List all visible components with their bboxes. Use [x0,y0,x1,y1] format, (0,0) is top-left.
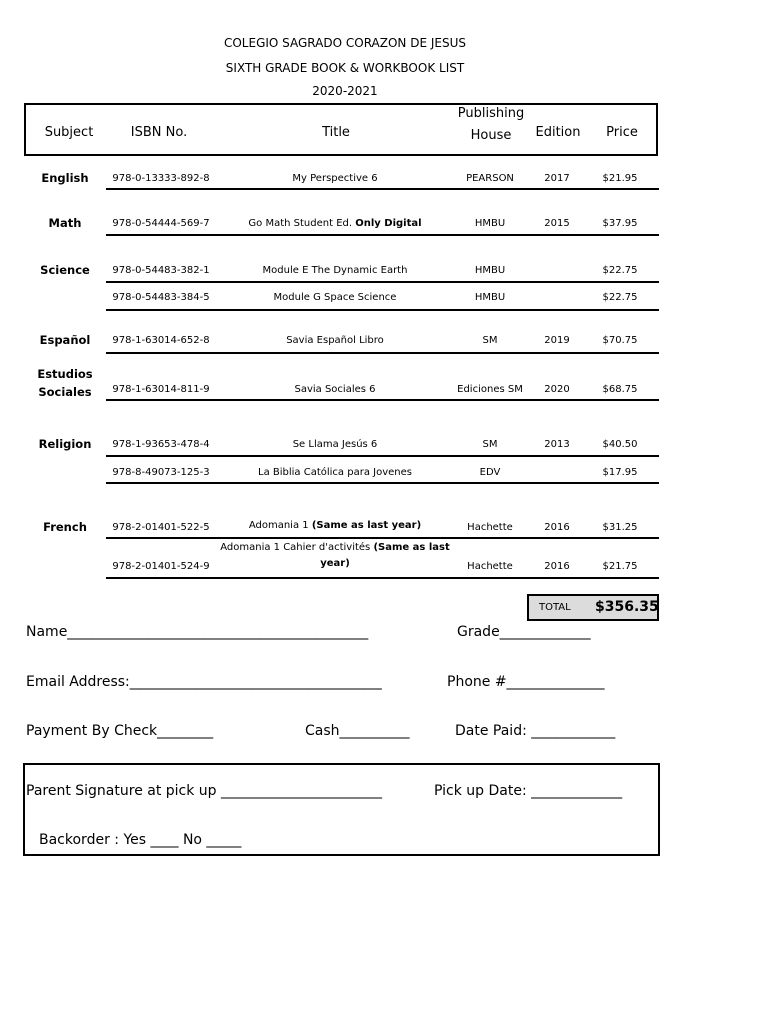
subject-french: French [43,520,87,534]
price-cell: $68.75 [602,384,638,395]
name-field[interactable]: Name___________________________________________ [26,624,369,640]
price-cell: $37.95 [602,218,638,229]
publisher-cell: Hachette [467,561,513,572]
isbn-cell: 978-1-63014-811-9 [112,384,210,395]
row-divider [106,577,659,579]
school-name: COLEGIO SAGRADO CORAZON DE JESUS [223,36,466,50]
col-edition: Edition [535,125,581,140]
row-divider [106,455,659,457]
title-cell: Module E The Dynamic Earth [262,265,408,276]
title-note-line2: year) [320,558,350,569]
title-note: Only Digital [355,218,422,229]
edition-cell: 2019 [544,335,570,346]
row-divider [106,399,659,401]
row-divider [106,309,659,311]
publisher-cell: HMBU [474,292,506,303]
title-cell: Savia Español Libro [286,335,384,346]
title-note-cont [220,558,450,569]
price-cell: $22.75 [602,265,638,276]
publisher-cell: SM [482,335,498,346]
isbn-cell: 978-0-54483-384-5 [112,292,210,303]
subject-science: Science [40,263,90,277]
phone-field[interactable]: Phone #______________ [447,674,605,690]
row-divider [106,234,659,236]
total-label: TOTAL [539,602,571,613]
title-text: Adomania 1 [248,520,309,531]
payment-cash-field[interactable]: Cash__________ [305,723,410,739]
isbn-cell: 978-0-54444-569-7 [112,218,210,229]
edition-cell: 2015 [544,218,570,229]
edition-cell: 2013 [544,439,570,450]
isbn-cell: 978-1-63014-652-8 [112,335,210,346]
edition-cell: 2016 [544,522,570,533]
row-divider [106,537,659,539]
col-isbn: ISBN No. [130,125,188,140]
title-cell [220,542,450,553]
payment-check-field[interactable]: Payment By Check________ [26,723,214,739]
isbn-cell: 978-1-93653-478-4 [112,439,210,450]
price-cell: $22.75 [602,292,638,303]
title-cell: My Perspective 6 [292,173,378,184]
list-title: SIXTH GRADE BOOK & WORKBOOK LIST [225,61,465,75]
publisher-cell: EDV [479,467,501,478]
title-cell [220,520,450,531]
price-cell: $21.75 [602,561,638,572]
publisher-cell: PEARSON [466,173,514,184]
total-value: $356.35 [595,599,659,615]
col-subject: Subject [44,125,94,140]
publisher-cell: HMBU [474,265,506,276]
title-text: Adomania 1 Cahier d'activités [220,542,371,553]
subject-espanol: Español [39,333,91,347]
publisher-cell: Ediciones SM [457,384,523,395]
isbn-cell: 978-2-01401-524-9 [112,561,210,572]
title-cell: Se Llama Jesús 6 [292,439,378,450]
title-text: Go Math Student Ed. [248,218,353,229]
pickup-date-field[interactable]: Pick up Date: _____________ [434,783,623,799]
price-cell: $21.95 [602,173,638,184]
row-divider [106,281,659,283]
title-cell [220,218,450,229]
parent-signature-field[interactable]: Parent Signature at pick up _______________________ [26,783,383,799]
edition-cell: 2016 [544,561,570,572]
edition-cell: 2020 [544,384,570,395]
row-divider [106,482,659,484]
title-cell: La Biblia Católica para Jovenes [258,467,412,478]
price-cell: $31.25 [602,522,638,533]
grade-field[interactable]: Grade_____________ [457,624,591,640]
price-cell: $17.95 [602,467,638,478]
publisher-cell: HMBU [474,218,506,229]
publisher-cell: Hachette [467,522,513,533]
col-publisher-line1: Publishing [457,106,525,121]
subject-math: Math [48,216,82,230]
table-header [24,103,658,156]
subject-religion: Religion [38,437,92,451]
isbn-cell: 978-8-49073-125-3 [112,467,210,478]
price-cell: $40.50 [602,439,638,450]
row-divider [106,188,659,190]
title-cell: Module G Space Science [273,292,397,303]
col-publisher-line2: House [470,128,512,143]
title-note: (Same as last [373,542,450,553]
title-cell: Savia Sociales 6 [294,384,376,395]
total-box [527,594,659,621]
price-cell: $70.75 [602,335,638,346]
row-divider [106,352,659,354]
subject-estudios-line1: Estudios [37,367,93,381]
school-year: 2020-2021 [312,84,378,98]
isbn-cell: 978-2-01401-522-5 [112,522,210,533]
backorder-field[interactable]: Backorder : Yes ____ No _____ [39,832,242,848]
isbn-cell: 978-0-13333-892-8 [112,173,210,184]
edition-cell: 2017 [544,173,570,184]
isbn-cell: 978-0-54483-382-1 [112,265,210,276]
publisher-cell: SM [482,439,498,450]
col-price: Price [606,125,638,140]
title-note: (Same as last year) [311,520,422,531]
date-paid-field[interactable]: Date Paid: ____________ [455,723,616,739]
subject-estudios-line2: Sociales [38,385,92,399]
col-title: Title [322,125,350,140]
email-field[interactable]: Email Address:____________________________________ [26,674,382,690]
subject-english: English [41,171,89,185]
